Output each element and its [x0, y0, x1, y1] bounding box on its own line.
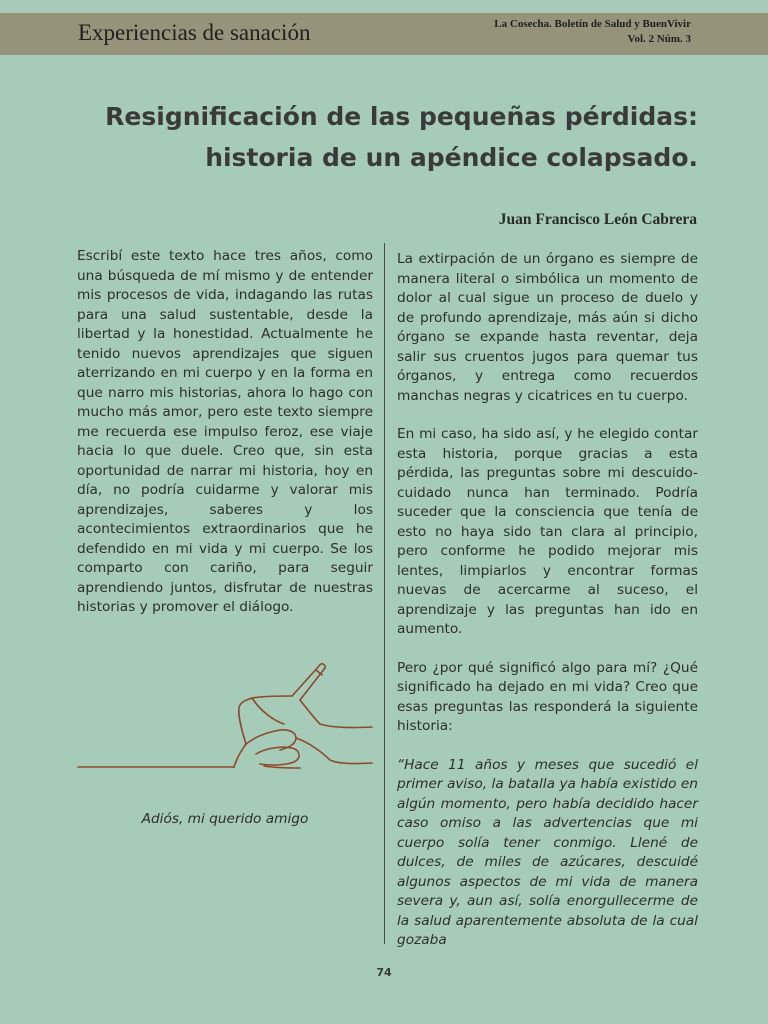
hand-writing-with-pencil-icon	[76, 658, 376, 778]
body-paragraph-2: En mi caso, ha sido así, y he elegido contar esta historia, porque gracias a esta pérdida, las preguntas sobre mi descuido-cuidado nunca han terminado. Podría suceder que la consciencia que tenía de esto no haya sido tan clara al principio, pero conforme he podido mejorar mis lentes, limpiarlos y encontrar formas nuevas de acercarme al suceso, el aprendizaje y las preguntas han ido en aumento.	[397, 426, 698, 637]
body-paragraph-1: La extirpación de un órgano es siempre de manera literal o simbólica un momento de dolor al cual sigue un proceso de duelo y de profundo aprendizaje, más aún si dicho órgano se expande hasta reventar, deja salir sus cruentos jugos para quemar tus órganos, y entrega como recuerdos manchas negras y cicatrices en tu cuerpo.	[397, 251, 698, 404]
article-title-line-2: historia de un apéndice colapsado.	[205, 143, 698, 172]
intro-paragraph: Escribí este texto hace tres años, como una búsqueda de mí mismo y de entender mis procesos de vida, indagando las rutas para una salud sustentable, desde la libertad y la honestidad. Actualmente he tenido nuevos aprendizajes que siguen aterrizando en mi cuerpo y en la forma en que narro mis historias, ahora lo hago con mucho más amor, pero este texto siempre me recuerda ese impulso feroz, ese viaje hacia lo que duele. Creo que, sin esta oportunidad de narrar mi historia, hoy en día, no podría cuidarme y valorar mis aprendizajes, saberes y los acontecimientos extraordinarios que he defendido en mi vida y mi cuerpo. Se los comparto con cariño, para seguir aprendiendo juntos, disfrutar de nuestras historias y promover el diálogo.	[77, 248, 373, 615]
quote-paragraph: “Hace 11 años y meses que sucedió el primer aviso, la batalla ya había existido en algún momento, pero había decidido hacer caso omiso a las advertencias que mi cuerpo solía tener conmigo. Llené de dulces, de miles de azúcares, descuidé algunos aspectos de mi vida de manera severa y, aun así, solía enorgullecerme de la salud aparentemente absoluta de la cual gozaba	[397, 756, 698, 948]
article-author: Juan Francisco León Cabrera	[498, 211, 697, 228]
article-title-line-1: Resignificación de las pequeñas pérdidas:	[105, 102, 698, 131]
article-title	[100, 96, 698, 178]
page-number: 74	[376, 966, 392, 979]
column-divider	[384, 243, 385, 944]
section-title: Experiencias de sanación	[78, 20, 311, 45]
illustration-caption: Adiós, mi querido amigo	[141, 811, 309, 827]
right-column	[397, 250, 698, 951]
body-paragraph-3: Pero ¿por qué significó algo para mí? ¿Qué significado ha dejado en mi vida? Creo que esas preguntas las responderá la siguiente historia:	[397, 659, 698, 734]
left-column	[77, 247, 373, 618]
publication-name: La Cosecha. Boletín de Salud y BuenVivir	[494, 18, 691, 30]
volume-number: Vol. 2 Núm. 3	[627, 33, 691, 45]
publication-info	[494, 17, 691, 47]
